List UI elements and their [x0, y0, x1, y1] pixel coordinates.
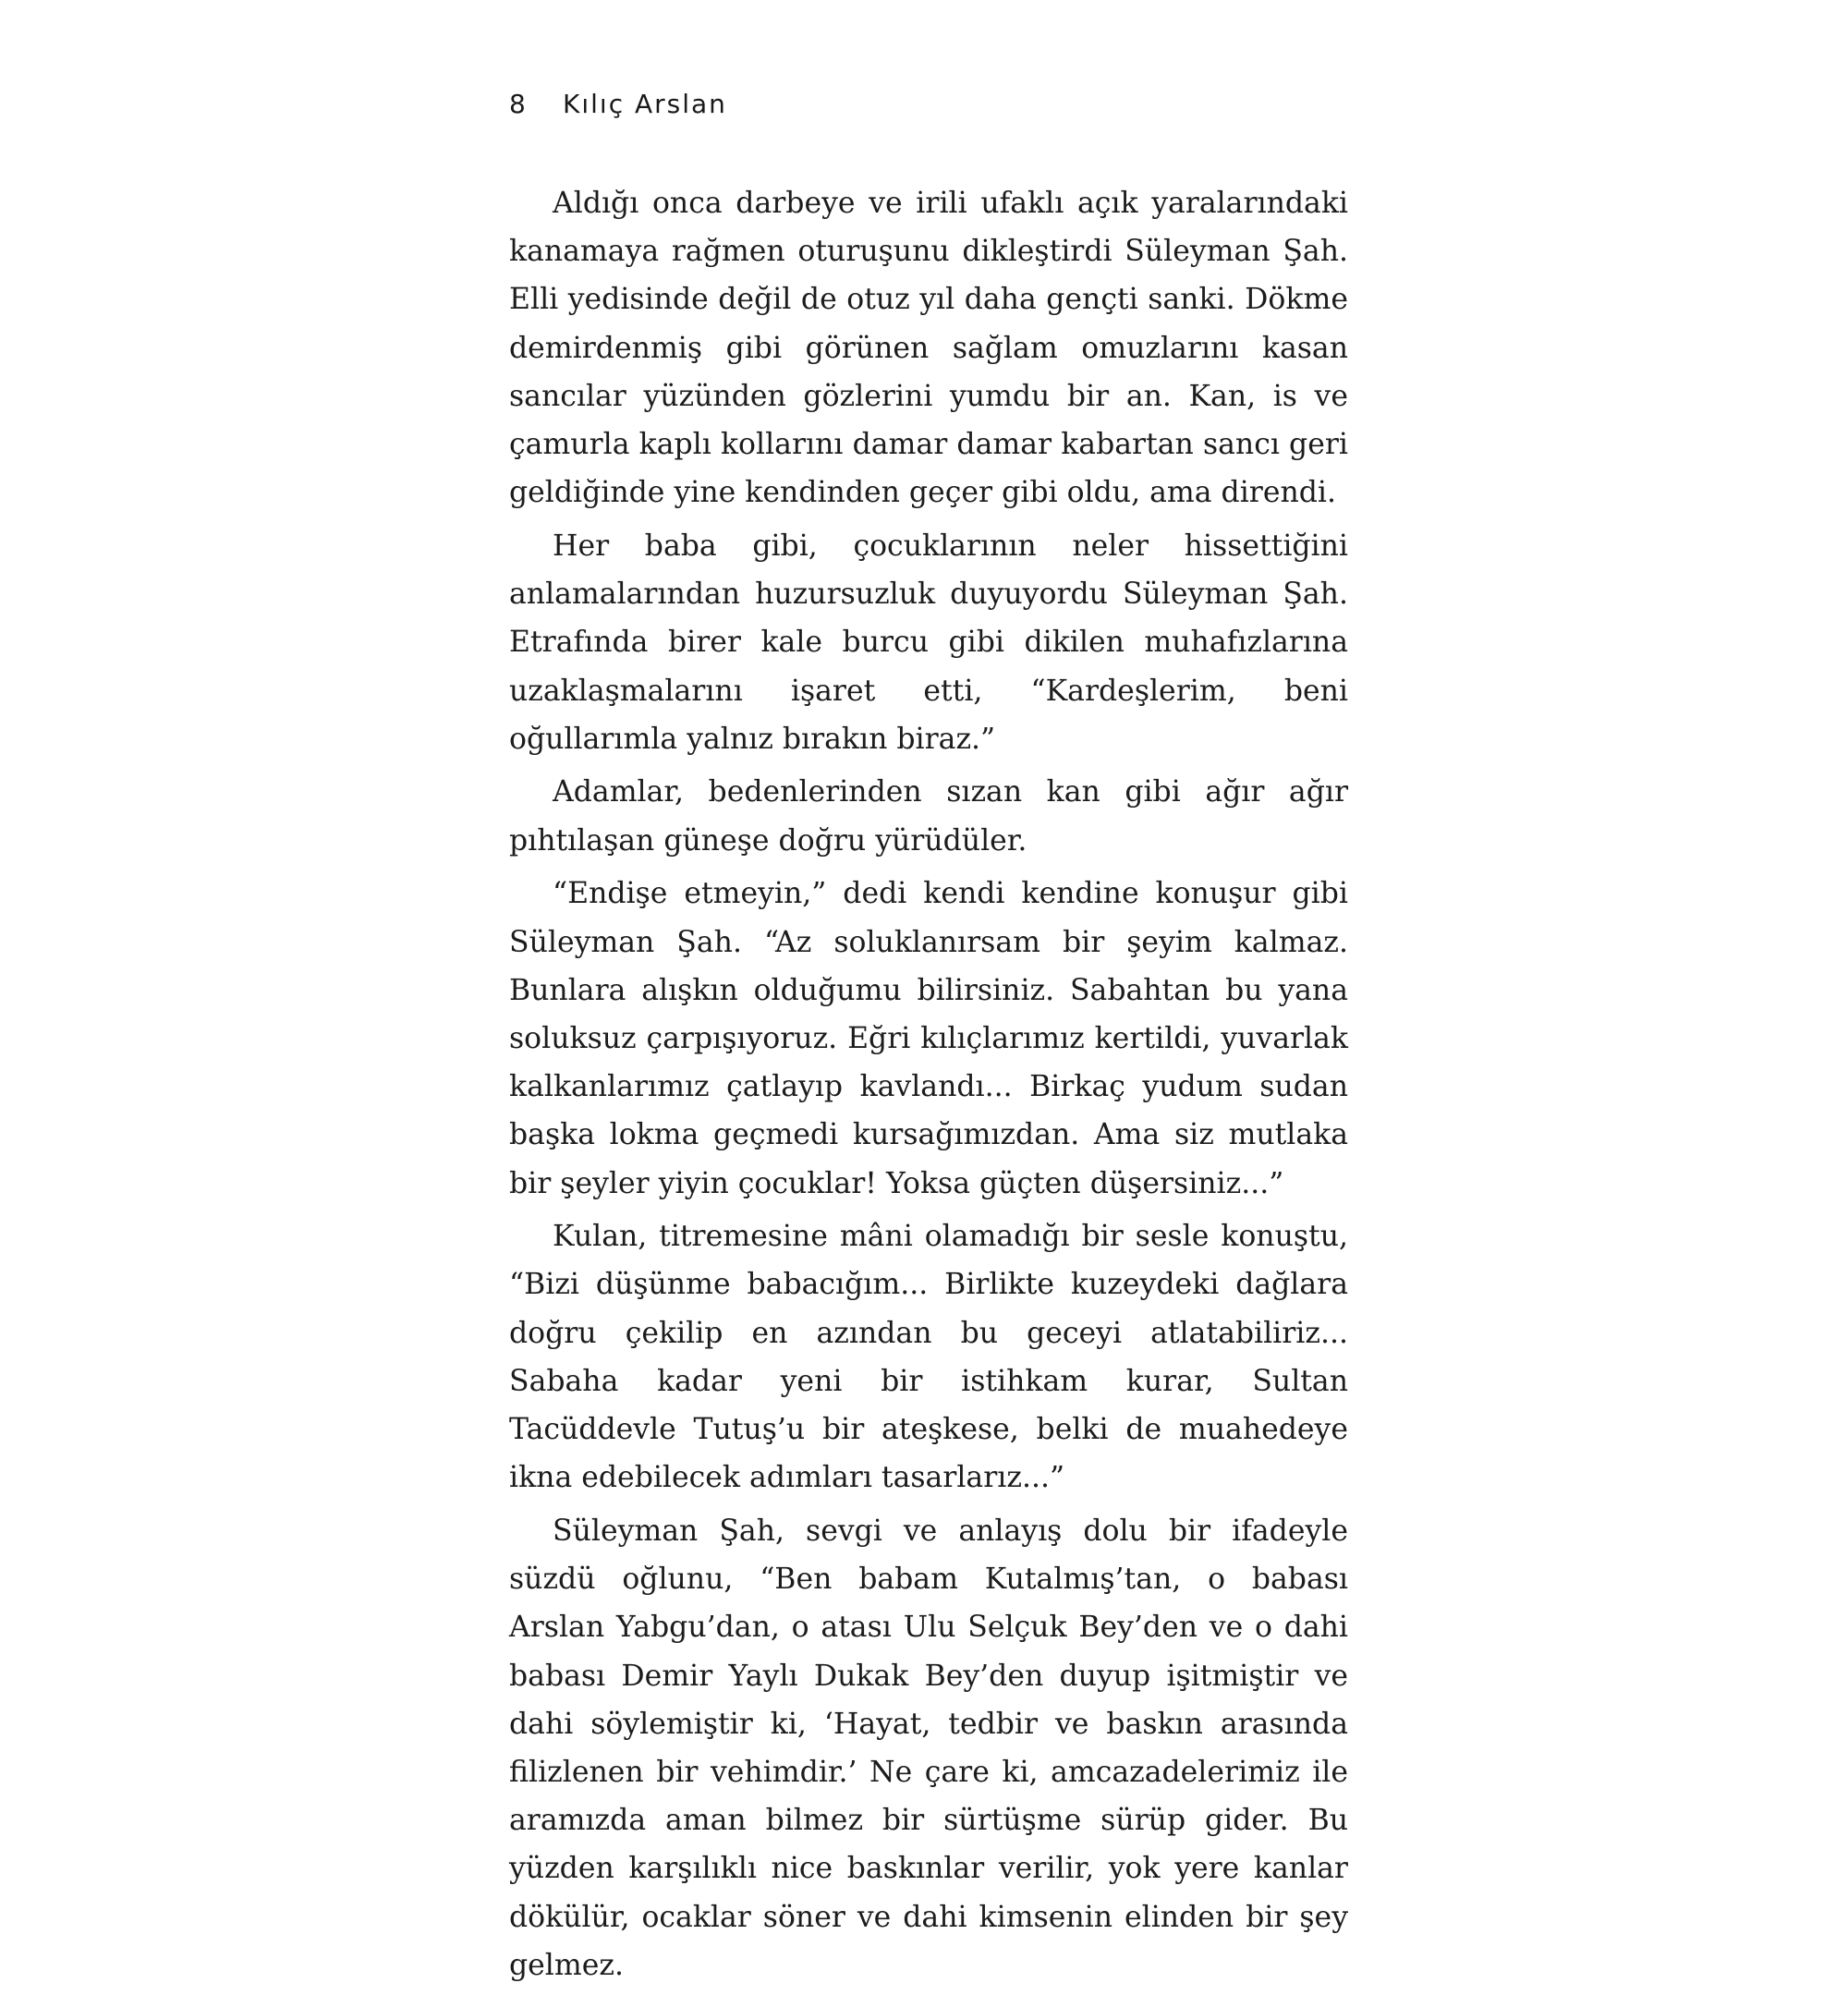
book-title: Kılıç Arslan — [563, 89, 727, 119]
running-head — [509, 89, 727, 126]
paragraph: Kulan, titremesine mâni olamadığı bir sesle konuştu, “Bizi düşünme babacığım... Birlikte kuzeydeki dağlara doğru çekilip en azından bu geceyi atlatabiliriz... Sabaha kadar yeni bir istihkam kurar, Sultan Tacüddevle Tutuş’u bir ateşkese, belki de muahedeye ikna edebilecek adımları tasarlarız...” — [509, 1220, 1348, 1495]
paragraph: Her baba gibi, çocuklarının neler hissettiğini anlamalarından huzursuzluk duyuyordu Süleyman Şah. Etrafında birer kale burcu gibi dikilen muhafızlarına uzaklaşmalarını işaret etti, “Kardeşlerim, beni oğullarımla yalnız bırakın biraz.” — [509, 529, 1348, 756]
paragraph: Adamlar, bedenlerinden sızan kan gibi ağır ağır pıhtılaşan güneşe doğru yürüdüler. — [509, 775, 1348, 858]
body-text — [509, 179, 1348, 1995]
paragraph: Süleyman Şah, sevgi ve anlayış dolu bir ifadeyle süzdü oğlunu, “Ben babam Kutalmış’tan, o babası Arslan Yabgu’dan, o atası Ulu Selçuk Bey’den ve o dahi babası Demir Yaylı Dukak Bey’den duyup işitmiştir ve dahi söylemiştir ki, ‘Hayat, tedbir ve baskın arasında filizlenen bir vehimdir.’ Ne çare ki, amcazadelerimiz ile aramızda aman bilmez bir sürtüşme sürüp gider. Bu yüzden karşılıklı nice baskınlar verilir, yok yere kanlar dökülür, ocaklar söner ve dahi kimsenin elinden bir şey gelmez. — [509, 1514, 1348, 1982]
paragraph: Aldığı onca darbeye ve irili ufaklı açık yaralarındaki kanamaya rağmen oturuşunu dikleştirdi Süleyman Şah. Elli yedisinde değil de otuz yıl daha gençti sanki. Dökme demirdenmiş gibi görünen sağlam omuzlarını kasan sancılar yüzünden gözlerini yumdu bir an. Kan, is ve çamurla kaplı kollarını damar damar kabartan sancı geri geldiğinde yine kendinden geçer gibi oldu, ama direndi. — [509, 187, 1348, 510]
page-number: 8 — [509, 89, 528, 119]
paragraph: “Endişe etmeyin,” dedi kendi kendine konuşur gibi Süleyman Şah. “Az soluklanırsam bir şeyim kalmaz. Bunlara alışkın olduğumu bilirsiniz. Sabahtan bu yana soluksuz çarpışıyoruz. Eğri kılıçlarımız kertildi, yuvarlak kalkanlarımız çatlayıp kavlandı... Birkaç yudum sudan başka lokma geçmedi kursağımızdan. Ama siz mutlaka bir şeyler yiyin çocuklar! Yoksa güçten düşersiniz...” — [509, 877, 1348, 1200]
